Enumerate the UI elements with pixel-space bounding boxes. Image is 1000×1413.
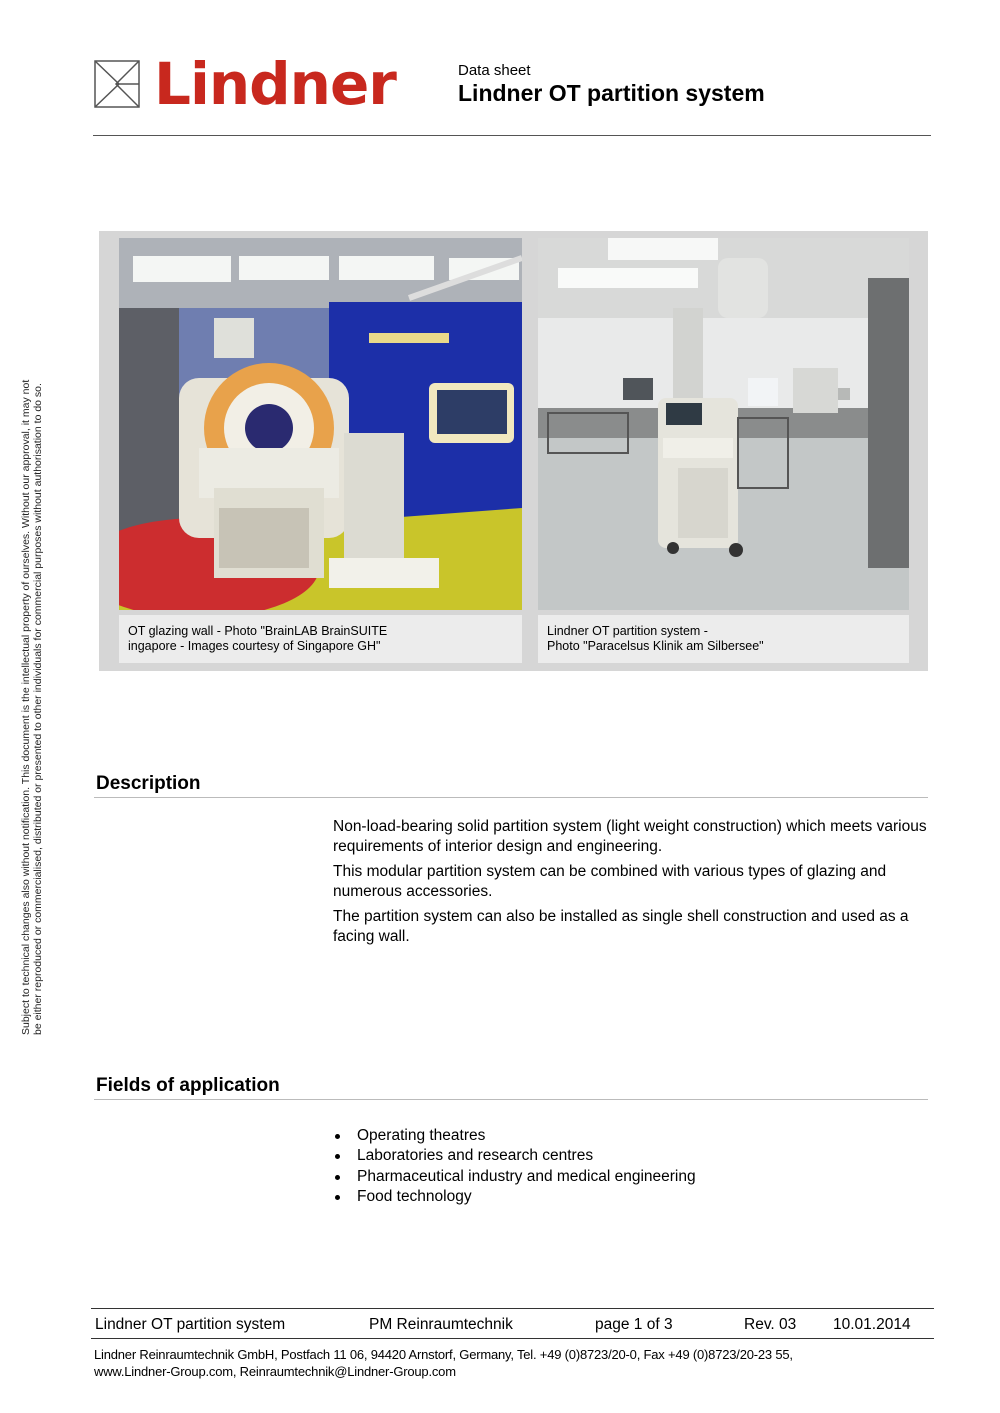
footer-divider-bottom [91,1338,934,1339]
photo-caption [538,615,909,663]
caption-line: ingapore - Images courtesy of Singapore GH" [128,639,381,653]
footer-page-number: page 1 of 3 [595,1316,673,1333]
list-item: Pharmaceutical industry and medical engineering [333,1167,928,1187]
caption-line: Lindner OT partition system - [547,624,708,638]
footer-product: Lindner OT partition system [95,1316,286,1333]
section-divider [94,1099,928,1100]
ot-partition-room-photo [538,238,909,610]
doc-kind: Data sheet [458,62,531,79]
list-item: Operating theatres [333,1126,928,1146]
caption-line: OT glazing wall - Photo "BrainLAB BrainSUITE [128,624,388,638]
caption-line: Photo "Paracelsus Klinik am Silbersee" [547,639,764,653]
page-title: Lindner OT partition system [458,80,765,106]
copyright-side-note [20,379,50,1035]
description-paragraph: The partition system can also be installed as single shell construction and used as a facing wall. [333,908,909,945]
footer-revision: Rev. 03 [744,1316,797,1333]
description-paragraph: This modular partition system can be combined with various types of glazing and numerous accessories. [333,863,887,900]
photo-caption [119,615,522,663]
list-item: Laboratories and research centres [333,1146,928,1166]
description-heading: Description [96,773,201,794]
footer-address-line: Lindner Reinraumtechnik GmbH, Postfach 11 06, 94420 Arnstorf, Germany, Tel. +49 (0)8723/20-0, Fax +49 (0)8723/20-23 55, [94,1347,793,1362]
fields-list [333,1126,928,1208]
footer-address-line: www.Lindner-Group.com, Reinraumtechnik@Lindner-Group.com [94,1364,456,1379]
logo-wordmark: Lindner [154,50,396,118]
footer-date: 10.01.2014 [833,1316,911,1333]
footer-address [94,1346,894,1380]
side-note-line-2: be either reproduced or commercialised, distributed or presented to other individuals for commercial purposes without authorisation to do so. [32,383,44,1035]
list-item: Food technology [333,1187,928,1207]
photo-block [99,231,928,671]
footer-department: PM Reinraumtechnik [369,1316,513,1333]
header-divider [93,135,931,136]
section-divider [94,797,928,798]
side-note-line-1: Subject to technical changes also without notification. This document is the intellectual property of ourselves. Without our approval, it may not [20,379,32,1035]
fields-heading: Fields of application [96,1075,280,1096]
description-body [333,817,928,947]
footer-divider-top [91,1308,934,1309]
lindner-logo [94,50,414,118]
logo-mark-icon [94,60,140,108]
description-paragraph: Non-load-bearing solid partition system (light weight construction) which meets various requirements of interior design and engineering. [333,818,927,855]
mri-operating-room-photo [119,238,522,610]
